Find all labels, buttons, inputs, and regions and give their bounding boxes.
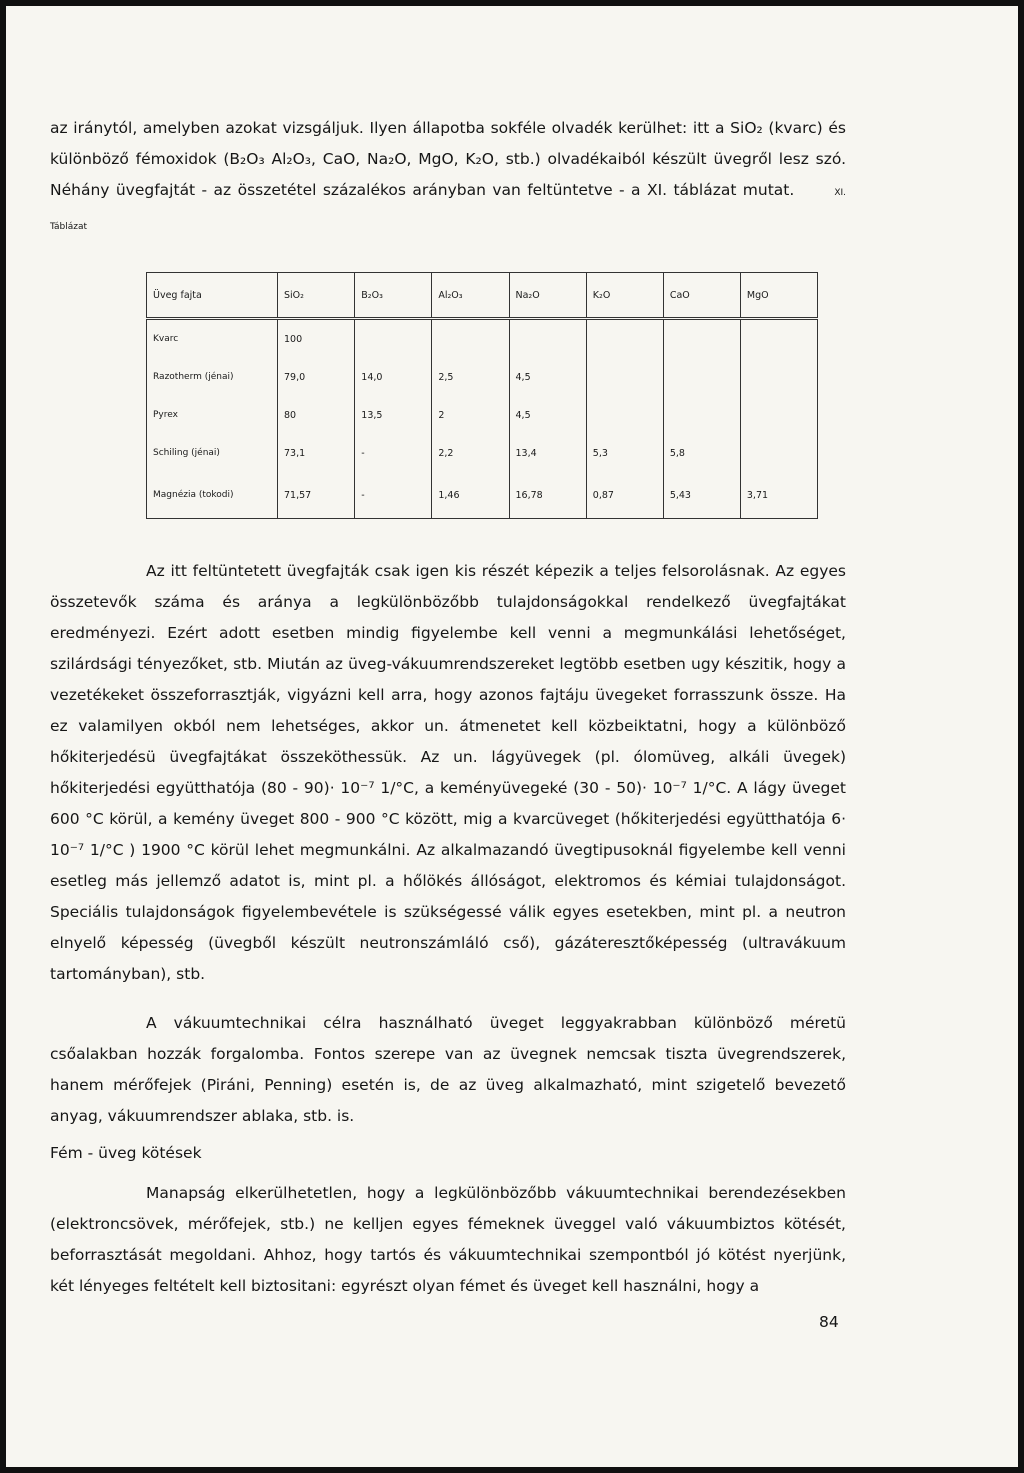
paragraph-metal-glass: Manapság elkerülhetetlen, hogy a legkülönbözőbb vákuumtechnikai berendezésekben (elektroncsövek, mérőfejek, stb.) ne kelljen egyes fémeknek üveggel való vákuumbiztos kötését, beforrasztását megoldani. Ahhoz, hogy tartós és vákuumtechnikai szempontból jó kötést nyerjünk, két lényeges feltételt kell biztositani: egyrészt olyan fémet és üveget kell használni, hogy a (50, 1184, 846, 1295)
table-cell (740, 434, 817, 472)
intro-text: az iránytól, amelyben azokat vizsgáljuk. Ilyen állapotba sokféle olvadék kerülhet: itt a SiO₂ (kvarc) és különböző fémoxidok (B₂O₃ Al₂O₃, CaO, Na₂O, MgO, K₂O, stb.) olvadékaiból készült üvegről lesz szó. Néhány üvegfajtát - az összetétel százalékos arányban van feltüntetve - a XI. táblázat mutat. (50, 119, 846, 199)
table-cell: 2,5 (432, 358, 509, 396)
table-cell: 13,4 (509, 434, 586, 472)
table-cell: 4,5 (509, 396, 586, 434)
table-row (147, 434, 818, 472)
table-cell: 100 (278, 319, 355, 359)
table-cell: 5,8 (663, 434, 740, 472)
table-cell: 71,57 (278, 472, 355, 519)
table-cell: 16,78 (509, 472, 586, 519)
paragraph-glass-types: Az itt feltüntetett üvegfajták csak igen kis részét képezik a teljes felsorolásnak. Az egyes összetevők száma és aránya a legkülönbözőbb tulajdonságokkal rendelkező üvegfajtákat eredményezi. Ezért adott esetben mindig figyelembe kell venni a megmunkálási lehetőséget, szilárdsági tényezőket, stb. Miután az üveg-vákuumrendszereket legtöbb esetben ugy készitik, hogy a vezetékeket összeforrasztják, vigyázni kell arra, hogy azonos fajtáju üvegeket forrasszunk össze. Ha ez valamilyen okból nem lehetséges, akkor un. átmenetet kell közbeiktatni, hogy a különböző hőkiterjedésü üvegfajtákat összeköthessük. Az un. lágyüvegek (pl. ólomüveg, alkáli üvegek) hőkiterjedési együtthatója (80 - 90)· 10⁻⁷ 1/°C, a keményüvegeké (30 - 50)· 10⁻⁷ 1/°C. A lágy üveget 600 °C körül, a kemény üveget 800 - 900 °C között, mig a kvarcüveget (hőkiterjedési együtthatója 6· 10⁻⁷ 1/°C ) 1900 °C körül lehet megmunkálni. Az alkalmazandó üvegtipusoknál figyelembe kell venni esetleg más jellemző adatot is, mint pl. a hőlökés állóságot, elektromos és kémiai tulajdonságot. Speciális tulajdonságok figyelembevétele is szükségessé válik egyes esetekben, mint pl. a neutron elnyelő képesség (üvegből készült neutronszámláló cső), gázáteresztőképesség (ultravákuum tartományban), stb. (50, 562, 846, 983)
table-cell: - (355, 472, 432, 519)
table-row (147, 319, 818, 359)
header-al2o3: Al₂O₃ (432, 273, 509, 319)
table-cell: 4,5 (509, 358, 586, 396)
header-b2o3: B₂O₃ (355, 273, 432, 319)
table-cell (432, 319, 509, 359)
table-cell (355, 319, 432, 359)
table-cell (586, 396, 663, 434)
table-cell: 2,2 (432, 434, 509, 472)
header-k2o: K₂O (586, 273, 663, 319)
table-cell: 79,0 (278, 358, 355, 396)
table-cell: 0,87 (586, 472, 663, 519)
table-cell (740, 358, 817, 396)
row-name: Kvarc (147, 319, 278, 359)
row-name: Razotherm (jénai) (147, 358, 278, 396)
table-row (147, 472, 818, 519)
row-name: Pyrex (147, 396, 278, 434)
table-cell (663, 396, 740, 434)
document-page (6, 6, 1018, 1467)
table-row (147, 396, 818, 434)
table-cell: - (355, 434, 432, 472)
table-cell: 5,3 (586, 434, 663, 472)
header-glass-type: Üveg fajta (147, 273, 278, 319)
table-cell: 73,1 (278, 434, 355, 472)
page-number: 84 (819, 1313, 839, 1331)
table-cell: 1,46 (432, 472, 509, 519)
row-name: Magnézia (tokodi) (147, 472, 278, 519)
table-cell: 80 (278, 396, 355, 434)
table-cell: 5,43 (663, 472, 740, 519)
table-cell: 13,5 (355, 396, 432, 434)
table-caption: XI. Táblázat (50, 188, 846, 232)
row-name: Schiling (jénai) (147, 434, 278, 472)
table-row (147, 358, 818, 396)
paragraph-tube-form: A vákuumtechnikai célra használható üveget leggyakrabban különböző méretü csőalakban hozzák forgalomba. Fontos szerepe van az üvegnek nemcsak tiszta üvegrendszerek, hanem mérőfejek (Piráni, Penning) esetén is, de az üveg alkalmazható, mint szigetelő bevezető anyag, vákuumrendszer ablaka, stb. is. (50, 1014, 846, 1125)
section-heading: Fém - üveg kötések (50, 1144, 202, 1162)
header-sio2: SiO₂ (278, 273, 355, 319)
table-cell (586, 319, 663, 359)
glass-composition-table (146, 272, 818, 519)
table-cell (663, 358, 740, 396)
table-cell (663, 319, 740, 359)
header-mgo: MgO (740, 273, 817, 319)
table-cell (740, 396, 817, 434)
header-cao: CaO (663, 273, 740, 319)
intro-paragraph (50, 113, 846, 243)
table-cell: 3,71 (740, 472, 817, 519)
table-cell: 14,0 (355, 358, 432, 396)
header-na2o: Na₂O (509, 273, 586, 319)
table-cell (509, 319, 586, 359)
table-cell (586, 358, 663, 396)
table-cell (740, 319, 817, 359)
table-header-row (147, 273, 818, 319)
table-cell: 2 (432, 396, 509, 434)
